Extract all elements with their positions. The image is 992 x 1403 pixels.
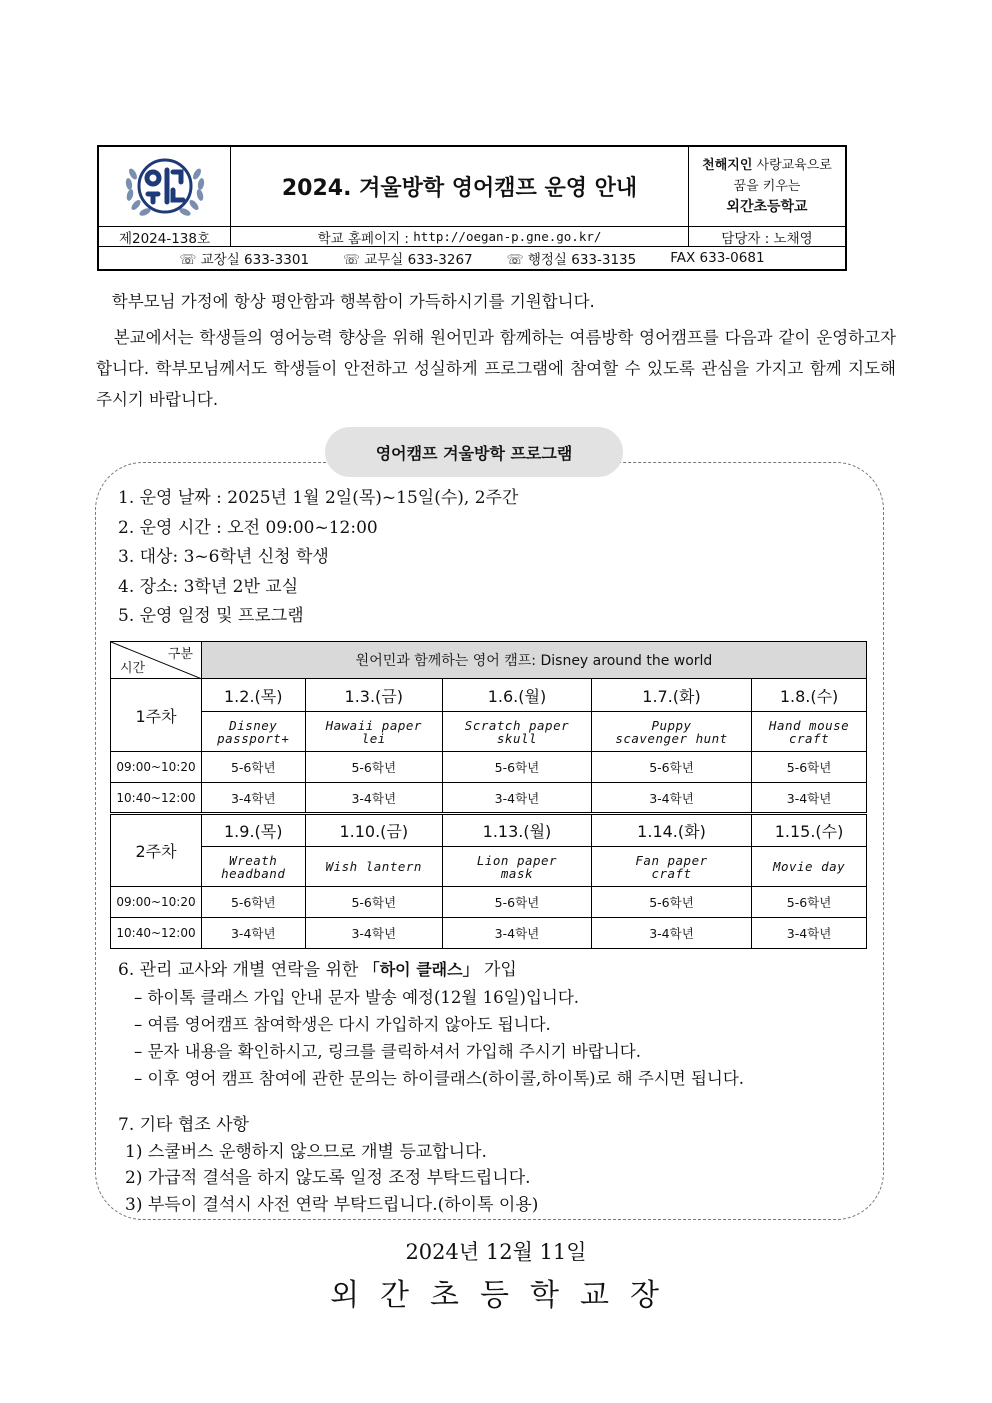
item-date: 1. 운영 날짜 : 2025년 1월 2일(목)~15일(수), 2주간: [118, 488, 519, 508]
time-slot: 09:00~10:20: [111, 887, 202, 918]
phone-principal: ☏ 교장실 633-3301: [179, 252, 310, 268]
program-line: Hawaii paper: [325, 717, 422, 733]
date-cell: 1.8.(수): [752, 679, 867, 712]
grade-cell: 3-4학년: [752, 783, 867, 814]
grade-cell: 5-6학년: [591, 752, 751, 783]
school-emblem-icon: [115, 152, 215, 222]
section-7-line: 3) 부득이 결석시 사전 연락 부탁드립니다.(하이톡 이용): [125, 1194, 539, 1215]
time-slot: 10:40~12:00: [111, 918, 202, 949]
section-7-title: 7. 기타 협조 사항: [118, 1115, 249, 1135]
section-6-line: – 여름 영어캠프 참여학생은 다시 가입하지 않아도 됩니다.: [134, 1015, 551, 1034]
homepage: [231, 227, 689, 246]
grade-cell: 5-6학년: [305, 887, 443, 918]
grade-cell: 3-4학년: [752, 918, 867, 949]
program-cell: [202, 847, 306, 887]
program-line: Movie day: [772, 859, 846, 874]
program-title: 영어캠프 겨울방학 프로그램: [325, 427, 623, 477]
phone-admin: ☏ 행정실 633-3135: [506, 252, 637, 268]
program-line: Disney: [229, 717, 278, 733]
issue-date: 2024년 12월 11일: [405, 1240, 587, 1264]
grade-cell: 3-4학년: [305, 783, 443, 814]
grade-cell: 3-4학년: [591, 918, 751, 949]
time-slot: 09:00~10:20: [111, 752, 202, 783]
program-line: craft: [788, 730, 830, 746]
grade-cell: 5-6학년: [305, 752, 443, 783]
program-line: Wreath: [229, 852, 278, 868]
motto-rest: 사랑교육으로: [752, 158, 832, 173]
program-cell: [752, 712, 867, 752]
greeting-text: 학부모님 가정에 항상 평안함과 행복함이 가득하시기를 기원합니다.: [111, 292, 595, 311]
program-cell: [305, 712, 443, 752]
item-schedule: 5. 운영 일정 및 프로그램: [118, 606, 304, 626]
motto-line2: 꿈을 키우는: [733, 179, 801, 194]
phone-list: [99, 247, 845, 269]
grade-cell: 5-6학년: [443, 887, 592, 918]
grade-cell: 5-6학년: [202, 752, 306, 783]
document-number: 제2024-138호: [99, 227, 231, 246]
date-cell: 1.2.(목): [202, 679, 306, 712]
principal-signature: 외간초등학교장: [330, 1278, 680, 1313]
program-line: craft: [651, 865, 692, 881]
program-cell: [443, 847, 592, 887]
program-line: scavenger hunt: [615, 730, 728, 746]
program-line: Fan paper: [635, 852, 708, 868]
school-logo: [99, 147, 231, 226]
item-time: 2. 운영 시간 : 오전 09:00~12:00: [118, 517, 378, 538]
school-name: 외간초등학교: [726, 199, 808, 215]
program-items: [118, 484, 518, 632]
grade-cell: 3-4학년: [305, 918, 443, 949]
phone-academic: ☏ 교무실 633-3267: [343, 252, 473, 268]
section-6-line: – 이후 영어 캠프 참여에 관한 문의는 하이클래스(하이콜,하이톡)로 해 주시면 됩니다.: [134, 1069, 745, 1088]
program-cell: [443, 712, 592, 752]
homepage-label: 학교 홈페이지 :: [317, 230, 409, 247]
table-banner: 원어민과 함께하는 영어 캠프: Disney around the world: [202, 642, 867, 679]
program-cell: [305, 847, 443, 887]
program-cell: [202, 712, 306, 752]
program-cell: [752, 847, 867, 887]
grade-cell: 3-4학년: [591, 783, 751, 814]
section-6-line: – 문자 내용을 확인하시고, 링크를 클릭하셔서 가입해 주시기 바랍니다.: [134, 1042, 641, 1061]
intro-text: 본교에서는 학생들의 영어능력 향상을 위해 원어민과 함께하는 여름방학 영어캠프를 다음과 같이 운영하고자 합니다. 학부모님께서도 학생들이 안전하고 성실하게 프로그램에 참여할 수 있도록 관심을 가지고 함께 지도해 주시기 바랍니다.: [96, 328, 896, 409]
schedule-table: [110, 641, 867, 949]
date-cell: 1.15.(수): [752, 814, 867, 847]
grade-cell: 5-6학년: [443, 752, 592, 783]
date-cell: 1.13.(월): [443, 814, 592, 847]
section-6-prefix: 6. 관리 교사와 개별 연락을 위한: [118, 960, 364, 980]
program-line: mask: [500, 865, 534, 881]
section-6-highlight: 「하이 클래스」: [363, 960, 479, 979]
section-6-suffix: 가입: [478, 960, 517, 980]
grade-cell: 3-4학년: [443, 783, 592, 814]
section-6-line: – 하이톡 클래스 가입 안내 문자 발송 예정(12월 16일)입니다.: [134, 988, 580, 1007]
program-line: skull: [496, 730, 538, 746]
program-cell: [591, 712, 751, 752]
week-label: 2주차: [111, 814, 202, 887]
motto-bold: 천해지인: [702, 158, 753, 173]
section-7-line: 1) 스쿨버스 운행하지 않으므로 개별 등교합니다.: [125, 1141, 487, 1162]
grade-cell: 5-6학년: [752, 887, 867, 918]
date-cell: 1.3.(금): [305, 679, 443, 712]
grade-cell: 5-6학년: [752, 752, 867, 783]
greeting-paragraph: [96, 286, 896, 317]
program-line: Lion paper: [476, 852, 558, 868]
date-cell: 1.9.(목): [202, 814, 306, 847]
date-cell: 1.7.(화): [591, 679, 751, 712]
grade-cell: 3-4학년: [202, 783, 306, 814]
date-cell: 1.14.(화): [591, 814, 751, 847]
program-line: lei: [361, 730, 386, 746]
week-label: 1주차: [111, 679, 202, 752]
grade-cell: 5-6학년: [202, 887, 306, 918]
section-7-line: 2) 가급적 결석을 하지 않도록 일정 조정 부탁드립니다.: [125, 1168, 531, 1188]
program-cell: [591, 847, 751, 887]
grade-cell: 3-4학년: [443, 918, 592, 949]
corner-time: 시간: [120, 661, 146, 676]
program-line: Scratch paper: [464, 717, 570, 733]
program-line: passport+: [217, 730, 290, 746]
program-line: headband: [221, 865, 286, 881]
item-target: 3. 대상: 3~6학년 신청 학생: [118, 547, 329, 567]
program-line: Hand mouse: [768, 717, 850, 733]
school-motto: [689, 147, 845, 226]
grade-cell: 3-4학년: [202, 918, 306, 949]
grade-cell: 5-6학년: [591, 887, 751, 918]
corner-cell: [111, 642, 202, 679]
document-header: [97, 145, 847, 271]
homepage-url[interactable]: http://oegan-p.gne.go.kr/: [413, 229, 602, 244]
date-cell: 1.6.(월): [443, 679, 592, 712]
document-title: 2024. 겨울방학 영어캠프 운영 안내: [231, 147, 689, 226]
program-line: Puppy: [651, 717, 692, 733]
contact-person: 담당자 : 노채영: [721, 230, 813, 247]
intro-paragraph: [96, 322, 896, 415]
date-cell: 1.10.(금): [305, 814, 443, 847]
section-6: [118, 956, 744, 1092]
time-slot: 10:40~12:00: [111, 783, 202, 814]
section-7: [118, 1112, 538, 1218]
corner-category: 구분: [167, 647, 193, 662]
program-line: Wish lantern: [325, 859, 422, 874]
section-6-title: [118, 956, 744, 984]
item-location: 4. 장소: 3학년 2반 교실: [118, 576, 299, 597]
fax-number: FAX 633-0681: [670, 250, 765, 266]
